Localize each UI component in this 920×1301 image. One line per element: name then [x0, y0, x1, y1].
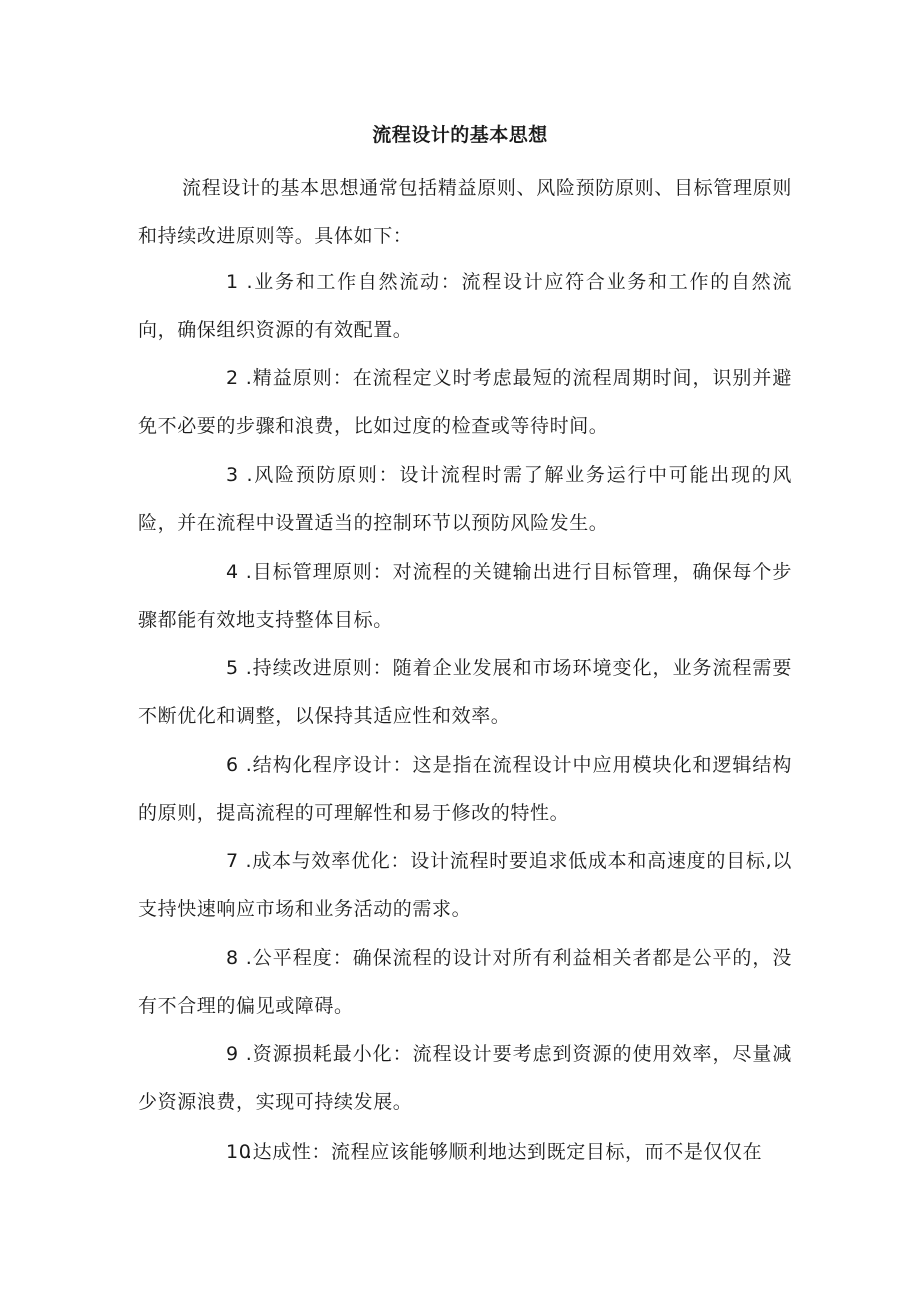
item-number: 1 [226, 271, 239, 293]
item-text: .目标管理原则：对流程的关键输出进行目标管理，确保每个步骤都能有效地支持整体目标。 [138, 561, 793, 631]
document-title: 流程设计的基本思想 [372, 124, 548, 146]
item-text: .精益原则：在流程定义时考虑最短的流程周期时间，识别并避免不必要的步骤和浪费，比如过度的检查或等待时间。 [138, 367, 793, 437]
item-number: 6 [226, 754, 239, 776]
list-item [138, 258, 792, 354]
list-item [138, 644, 792, 740]
item-text: .结构化程序设计：这是指在流程设计中应用模块化和逻辑结构的原则，提高流程的可理解性和易于修改的特性。 [138, 754, 793, 824]
item-text: .公平程度：确保流程的设计对所有利益相关者都是公平的，没有不合理的偏见或障碍。 [138, 947, 793, 1017]
item-text: .资源损耗最小化：流程设计要考虑到资源的使用效率，尽量减少资源浪费，实现可持续发展。 [138, 1043, 793, 1113]
item-number: 2 [226, 367, 239, 389]
list-item [138, 741, 792, 837]
item-number: 5 [226, 657, 239, 679]
intro-paragraph: 流程设计的基本思想通常包括精益原则、风险预防原则、目标管理原则和持续改进原则等。具体如下： [138, 177, 792, 247]
item-text: .持续改进原则：随着企业发展和市场环境变化，业务流程需要不断优化和调整，以保持其适应性和效率。 [138, 657, 793, 727]
list-item [138, 934, 792, 1030]
list-item [138, 837, 792, 933]
item-text: .成本与效率优化：设计流程时要追求低成本和高速度的目标,以支持快速响应市场和业务活动的需求。 [138, 850, 793, 920]
item-text: .业务和工作自然流动：流程设计应符合业务和工作的自然流向，确保组织资源的有效配置。 [138, 271, 793, 341]
item-text: .风险预防原则：设计流程时需了解业务运行中可能出现的风险，并在流程中设置适当的控制环节以预防风险发生。 [138, 464, 793, 534]
list-item [138, 548, 792, 644]
list-item [138, 354, 792, 450]
list-item [138, 1128, 792, 1176]
list-item [138, 451, 792, 547]
list-item [138, 1030, 792, 1126]
item-number: 7 [226, 850, 239, 872]
item-text: .达成性：流程应该能够顺利地达到既定目标，而不是仅仅在 [246, 1141, 763, 1163]
item-number: 4 [226, 561, 239, 583]
item-number: 8 [226, 947, 239, 969]
item-number: 10 [226, 1141, 252, 1163]
item-number: 9 [226, 1043, 239, 1065]
item-number: 3 [226, 464, 239, 486]
